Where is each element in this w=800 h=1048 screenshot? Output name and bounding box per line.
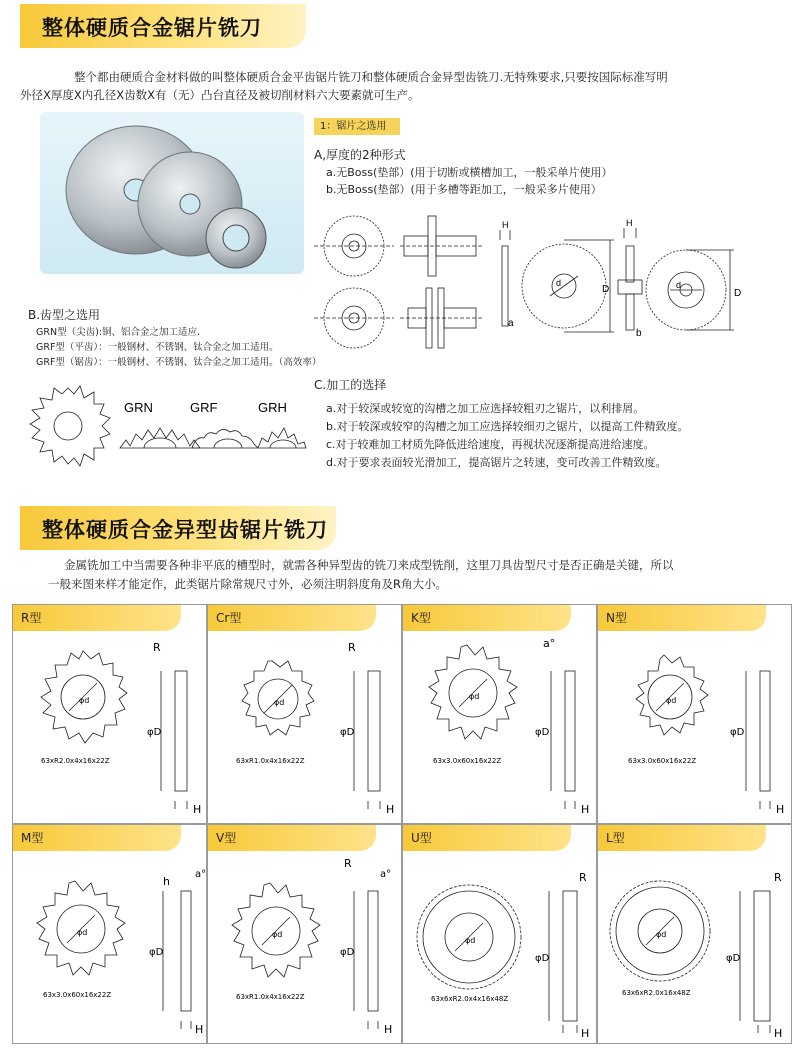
cell-label: M型 — [21, 831, 44, 845]
thickness-diagram — [314, 200, 754, 370]
tooth-label-grf: GRF — [190, 400, 218, 415]
cell-cr — [207, 604, 402, 824]
spec: 63x3.0x60x16x22Z — [433, 757, 502, 765]
cell-label: L型 — [606, 831, 625, 845]
mark-r: R — [774, 871, 782, 884]
cell-m — [12, 824, 207, 1044]
phi-D: φD — [726, 953, 741, 964]
spec: 63xR1.0x4x16x22Z — [236, 993, 305, 1001]
cell-label: N型 — [606, 611, 627, 625]
phi-d: φd — [666, 696, 677, 705]
intro-line2: 外径X厚度X内孔径X齿数X有（无）凸台直径及被切削材料六大要素就可生产。 — [20, 88, 420, 102]
section2-title: 整体硬质合金异型齿锯片铣刀 — [42, 518, 328, 542]
mark-h: H — [193, 803, 202, 816]
cell-label: R型 — [21, 611, 42, 625]
cell-v — [207, 824, 402, 1044]
machining-d: d.对于要求表面较光滑加工，提高锯片之转速，变可改善工件精致度。 — [326, 456, 667, 469]
phi-d: φd — [469, 692, 480, 701]
section1-title: 整体硬质合金锯片铣刀 — [42, 16, 262, 40]
dim-d-2: d — [676, 280, 682, 290]
phi-d: φd — [465, 936, 476, 945]
thickness-a: a.无Boss(垫部）(用于切断或横槽加工，一般采单片使用） — [326, 166, 613, 179]
saw-selection-tag: 1：锯片之选用 — [314, 118, 400, 135]
phi-D: φD — [149, 947, 164, 958]
mark-r: R — [344, 857, 352, 870]
cell-l — [597, 824, 792, 1044]
machining-a: a.对于较深或较宽的沟槽之加工应选择较粗刃之锯片，以利排屑。 — [326, 402, 645, 415]
label-a: a — [508, 318, 514, 329]
dim-D-1: D — [602, 284, 610, 295]
phi-D: φD — [535, 727, 550, 738]
section2-line2: 一般来图来样才能定作，此类锯片除常规尺寸外，必须注明斜度角及R角大小。 — [48, 577, 447, 591]
cell-r — [12, 604, 207, 824]
cell-label: U型 — [411, 831, 432, 845]
phi-D: φD — [535, 953, 550, 964]
spec: 63x6xR2.0x16x48Z — [622, 989, 691, 997]
tooth-grf: GRF型（平齿）：一般钢材、不锈钢、钛合金之加工适用。 — [36, 342, 279, 353]
machining-c: c.对于较难加工材质先降低进给速度，再视状况逐渐提高进给速度。 — [326, 438, 655, 451]
thickness-heading: A,厚度的2种形式 — [314, 148, 406, 162]
mark-h: H — [386, 803, 395, 816]
cell-k — [402, 604, 597, 824]
intro-line1: 整个都由硬质合金材料做的叫整体硬质合金平齿锯片铣刀和整体硬质合金异型齿铣刀.无特殊要求,只要按国际标准写明 — [74, 70, 668, 84]
mark-a: a° — [543, 637, 556, 650]
dim-h-1: H — [502, 220, 509, 230]
cell-n — [597, 604, 792, 824]
spec: 63xR1.0x4x16x22Z — [236, 757, 305, 765]
profile-grid — [12, 604, 792, 1044]
mark-h: H — [774, 1027, 783, 1040]
phi-D: φD — [340, 947, 355, 958]
section2-banner — [20, 506, 336, 550]
mark-r: R — [153, 641, 161, 654]
mark-h: H — [581, 803, 590, 816]
dim-D-2: D — [734, 288, 742, 299]
tooth-grn: GRN型（尖齿):铜、铝合金之加工适应. — [36, 327, 200, 338]
section2-line1: 金属铣加工中当需要各种非平底的槽型时，就需各种异型齿的铣刀来成型铣削，这里刀具齿型尺寸是否正确是关键，所以 — [64, 558, 674, 572]
mark-h: H — [581, 1027, 590, 1040]
machining-b: b.对于较深或较窄的沟槽之加工应选择较细刃之锯片，以提高工件精致度。 — [326, 420, 689, 433]
tooth-heading: B.齿型之选用 — [28, 308, 101, 322]
cell-label: V型 — [216, 831, 237, 845]
mark-h: H — [384, 1023, 393, 1036]
mark-h: H — [195, 1023, 204, 1036]
mark-r: R — [579, 871, 587, 884]
spec: 63x6xR2.0x4x16x48Z — [431, 995, 509, 1003]
mark-a: a° — [195, 869, 207, 880]
spec: 63x3.0x60x16x22Z — [43, 991, 112, 999]
phi-d: φd — [79, 696, 90, 705]
spec: 63xR2.0x4x16x22Z — [41, 757, 110, 765]
mark-h: H — [776, 803, 785, 816]
phi-D: φD — [147, 727, 162, 738]
tooth-label-grh: GRH — [258, 400, 287, 415]
cell-u — [402, 824, 597, 1044]
phi-d: φd — [272, 930, 283, 939]
phi-d: φd — [656, 930, 667, 939]
section1-banner — [20, 4, 306, 48]
mark-h-small: h — [163, 875, 170, 888]
product-photo — [40, 112, 304, 274]
phi-d: φd — [77, 928, 88, 937]
spec: 63x3.0x60x16x22Z — [628, 757, 697, 765]
tooth-diagram — [20, 380, 310, 470]
cell-label: Cr型 — [216, 611, 242, 625]
mark-a: a° — [380, 869, 392, 880]
tooth-label-grn: GRN — [124, 400, 153, 415]
tooth-grh: GRF型（锯齿）：一般钢材、不锈钢、钛合金之加工适用。（高效率） — [36, 357, 322, 368]
phi-d: φd — [274, 698, 285, 707]
dim-d-1: d — [556, 278, 562, 288]
dim-h-2: H — [626, 218, 633, 228]
label-b: b — [636, 328, 642, 339]
phi-D: φD — [340, 727, 355, 738]
machining-heading: C.加工的选择 — [314, 378, 387, 392]
mark-r: R — [348, 641, 356, 654]
phi-D: φD — [730, 727, 745, 738]
cell-label: K型 — [411, 611, 431, 625]
thickness-b: b.无Boss(垫部）(用于多槽等距加工，一般采多片使用） — [326, 183, 602, 196]
